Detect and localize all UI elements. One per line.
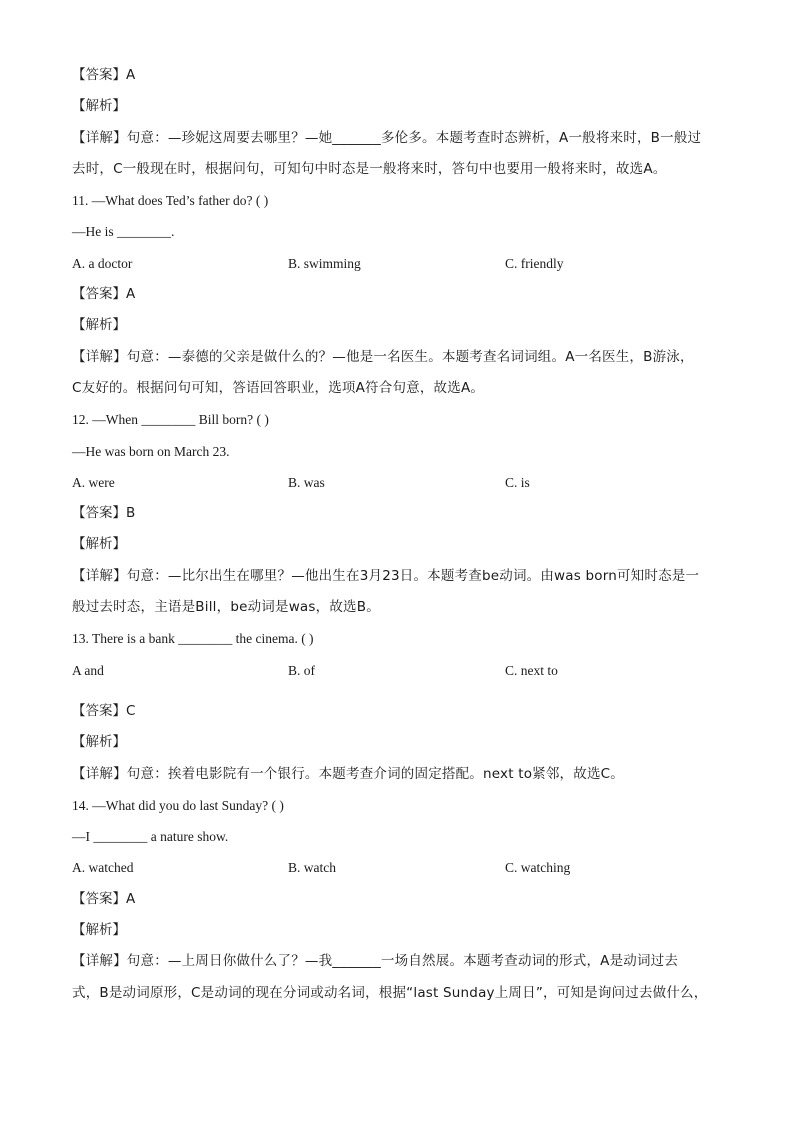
question-11-options — [72, 248, 732, 279]
explanation-text: 【详解】句意：—珍妮这周要去哪里？—她_______多伦多。本题考查时态辨析，A一般将来时，B一般过 — [72, 129, 702, 146]
explanation-text: 去时，C一般现在时，根据问句，可知句中时态是一般将来时，答句中也要用一般将来时，故选A。 — [72, 160, 667, 177]
question-14-response: —I ________ a nature show. — [72, 829, 229, 845]
analysis-label: 【解析】 — [72, 317, 126, 334]
explanation-text: 【详解】句意：—泰德的父亲是做什么的？—他是一名医生。本题考查名词词组。A一名医生，B游泳， — [72, 348, 694, 365]
question-14: 14. —What did you do last Sunday? ( ) — [72, 797, 284, 813]
explanation-text: 【详解】句意：—比尔出生在哪里？—他出生在3月23日。本题考查be动词。由was born可知时态是一 — [72, 567, 700, 584]
explanation-text: 式，B是动词原形，C是动词的现在分词或动名词，根据“last Sunday上周日”，可知是询问过去做什么， — [72, 984, 708, 1001]
option-a: A. a doctor — [72, 255, 133, 271]
question-11: 11. —What does Ted’s father do? ( ) — [72, 193, 269, 209]
analysis-label: 【解析】 — [72, 734, 126, 751]
explanation-text: 般过去时态，主语是Bill，be动词是was，故选B。 — [72, 599, 380, 616]
option-c: C. is — [505, 474, 530, 490]
option-a: A and — [72, 662, 104, 678]
question-14-options — [72, 852, 732, 883]
answer-label: 【答案】A — [72, 890, 136, 907]
option-a: A. were — [72, 474, 115, 490]
option-c: C. friendly — [505, 255, 564, 271]
explanation-text: 【详解】句意：挨着电影院有一个银行。本题考查介词的固定搭配。next to紧邻，故选C。 — [72, 765, 624, 782]
option-b: B. was — [288, 474, 325, 490]
answer-label: 【答案】B — [72, 505, 136, 522]
question-12-options — [72, 467, 732, 498]
answer-label: 【答案】A — [72, 67, 136, 83]
option-c: C. watching — [505, 860, 571, 876]
question-13: 13. There is a bank ________ the cinema. ( ) — [72, 631, 314, 647]
question-12-response: —He was born on March 23. — [72, 443, 230, 459]
question-11-response: —He is ________. — [72, 224, 175, 240]
analysis-label: 【解析】 — [72, 922, 126, 939]
document-page — [72, 60, 732, 1009]
explanation-text: C友好的。根据问句可知，答语回答职业，选项A符合句意，故选A。 — [72, 379, 485, 396]
option-b: B. swimming — [288, 255, 361, 271]
option-a: A. watched — [72, 860, 134, 876]
option-b: B. watch — [288, 860, 336, 876]
analysis-label: 【解析】 — [72, 98, 126, 115]
analysis-label: 【解析】 — [72, 536, 126, 553]
answer-label: 【答案】C — [72, 702, 136, 719]
option-b: B. of — [288, 662, 315, 678]
answer-label: 【答案】A — [72, 286, 136, 303]
option-c: C. next to — [505, 662, 558, 678]
explanation-text: 【详解】句意：—上周日你做什么了？—我_______一场自然展。本题考查动词的形式，A是动词过去 — [72, 953, 679, 970]
question-12: 12. —When ________ Bill born? ( ) — [72, 412, 269, 428]
question-13-options — [72, 655, 732, 686]
